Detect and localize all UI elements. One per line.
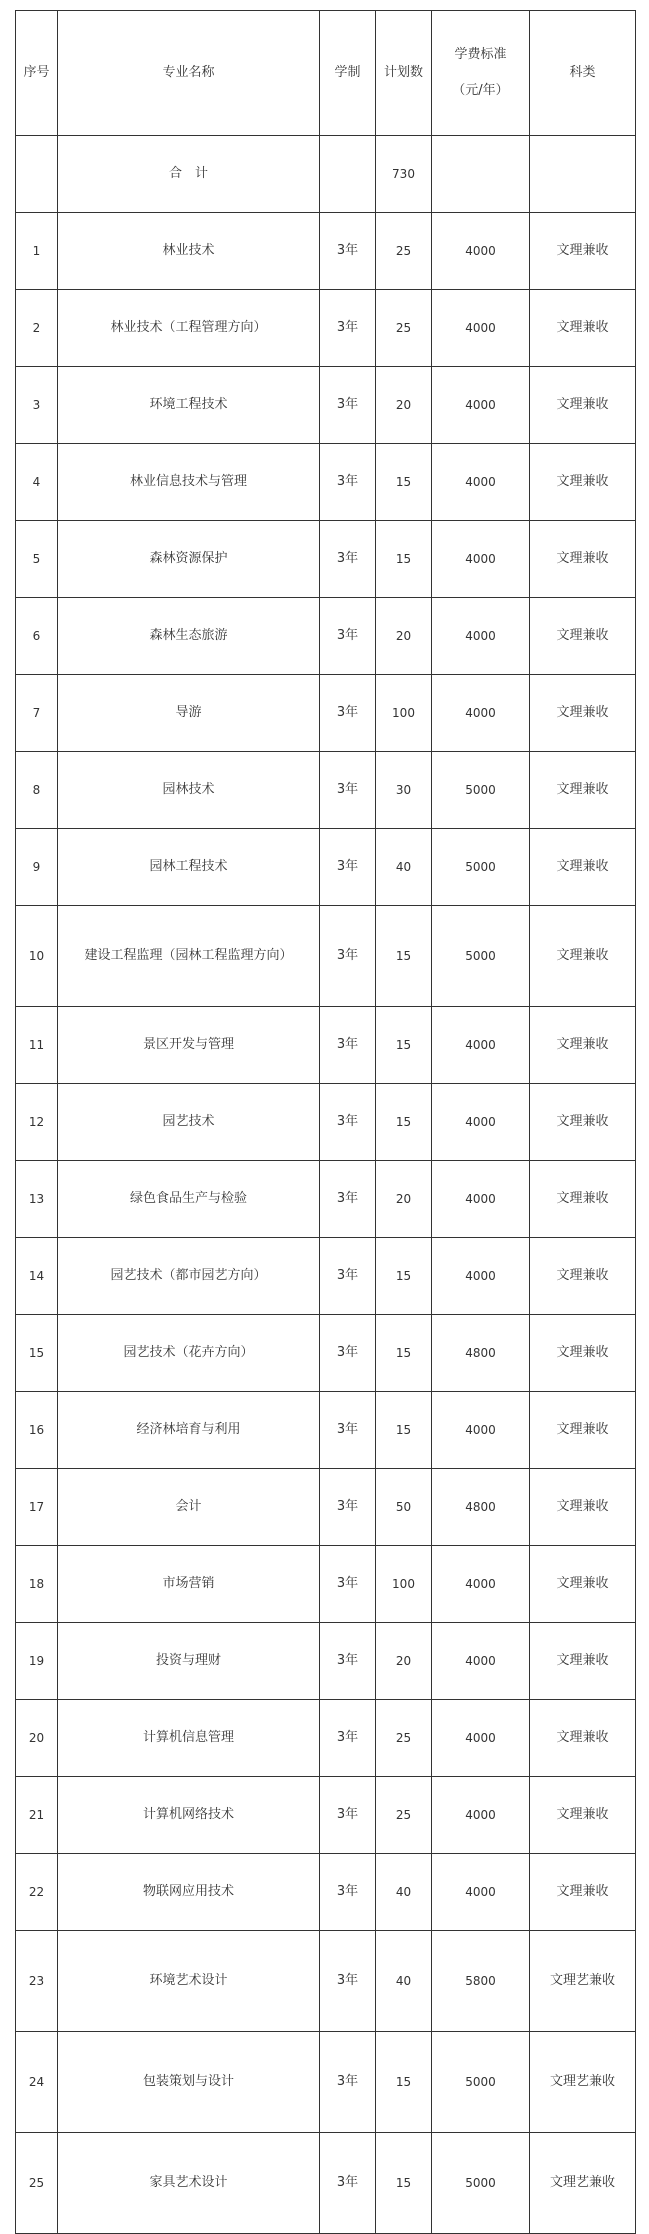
cell-name: 投资与理财 <box>58 1623 320 1700</box>
cell-duration: 3年 <box>320 1777 376 1854</box>
total-fee <box>432 136 530 213</box>
cell-no: 6 <box>16 598 58 675</box>
cell-category: 文理兼收 <box>530 521 636 598</box>
cell-no: 25 <box>16 2133 58 2234</box>
cell-category: 文理兼收 <box>530 367 636 444</box>
header-no: 序号 <box>16 11 58 136</box>
cell-name: 园艺技术（花卉方向） <box>58 1315 320 1392</box>
header-duration: 学制 <box>320 11 376 136</box>
cell-plan: 20 <box>376 367 432 444</box>
cell-name: 导游 <box>58 675 320 752</box>
cell-fee: 4000 <box>432 290 530 367</box>
cell-name: 景区开发与管理 <box>58 1007 320 1084</box>
cell-category: 文理兼收 <box>530 829 636 906</box>
table-row <box>16 598 636 675</box>
cell-name: 林业技术（工程管理方向） <box>58 290 320 367</box>
cell-duration: 3年 <box>320 1469 376 1546</box>
cell-plan: 40 <box>376 1854 432 1931</box>
cell-no: 21 <box>16 1777 58 1854</box>
cell-fee: 4000 <box>432 521 530 598</box>
cell-no: 8 <box>16 752 58 829</box>
cell-duration: 3年 <box>320 290 376 367</box>
cell-plan: 50 <box>376 1469 432 1546</box>
cell-duration: 3年 <box>320 1161 376 1238</box>
cell-category: 文理兼收 <box>530 1084 636 1161</box>
cell-no: 2 <box>16 290 58 367</box>
cell-fee: 4800 <box>432 1315 530 1392</box>
cell-category: 文理兼收 <box>530 675 636 752</box>
cell-fee: 5000 <box>432 2032 530 2133</box>
cell-fee: 5800 <box>432 1931 530 2032</box>
cell-duration: 3年 <box>320 1931 376 2032</box>
cell-no: 24 <box>16 2032 58 2133</box>
cell-no: 9 <box>16 829 58 906</box>
table-row <box>16 521 636 598</box>
cell-fee: 4000 <box>432 213 530 290</box>
cell-category: 文理兼收 <box>530 213 636 290</box>
table-row <box>16 906 636 1007</box>
cell-fee: 4000 <box>432 1392 530 1469</box>
cell-no: 7 <box>16 675 58 752</box>
cell-name: 家具艺术设计 <box>58 2133 320 2234</box>
cell-plan: 20 <box>376 1161 432 1238</box>
cell-duration: 3年 <box>320 367 376 444</box>
header-fee-line2: （元/年） <box>452 83 509 98</box>
cell-duration: 3年 <box>320 1007 376 1084</box>
table-header-row <box>16 11 636 136</box>
cell-fee: 4000 <box>432 1007 530 1084</box>
cell-category: 文理兼收 <box>530 1161 636 1238</box>
cell-plan: 100 <box>376 1546 432 1623</box>
table-row <box>16 1469 636 1546</box>
cell-fee: 5000 <box>432 829 530 906</box>
cell-no: 13 <box>16 1161 58 1238</box>
table-row <box>16 2032 636 2133</box>
cell-plan: 15 <box>376 521 432 598</box>
total-row <box>16 136 636 213</box>
cell-fee: 5000 <box>432 906 530 1007</box>
cell-name: 森林生态旅游 <box>58 598 320 675</box>
cell-name: 园林技术 <box>58 752 320 829</box>
cell-category: 文理艺兼收 <box>530 2133 636 2234</box>
table-row <box>16 1931 636 2032</box>
total-category <box>530 136 636 213</box>
cell-duration: 3年 <box>320 1623 376 1700</box>
cell-plan: 40 <box>376 1931 432 2032</box>
cell-category: 文理兼收 <box>530 1007 636 1084</box>
cell-duration: 3年 <box>320 1315 376 1392</box>
cell-category: 文理兼收 <box>530 1700 636 1777</box>
cell-plan: 15 <box>376 1007 432 1084</box>
table-row <box>16 1007 636 1084</box>
cell-fee: 4000 <box>432 444 530 521</box>
cell-fee: 5000 <box>432 752 530 829</box>
cell-duration: 3年 <box>320 752 376 829</box>
table-row <box>16 1700 636 1777</box>
table-row <box>16 1161 636 1238</box>
cell-duration: 3年 <box>320 598 376 675</box>
cell-plan: 30 <box>376 752 432 829</box>
cell-no: 15 <box>16 1315 58 1392</box>
cell-duration: 3年 <box>320 829 376 906</box>
cell-plan: 25 <box>376 1777 432 1854</box>
cell-no: 22 <box>16 1854 58 1931</box>
cell-name: 森林资源保护 <box>58 521 320 598</box>
table-row <box>16 1392 636 1469</box>
cell-plan: 15 <box>376 1392 432 1469</box>
cell-category: 文理艺兼收 <box>530 1931 636 2032</box>
cell-no: 10 <box>16 906 58 1007</box>
cell-name: 园艺技术（都市园艺方向） <box>58 1238 320 1315</box>
cell-fee: 5000 <box>432 2133 530 2234</box>
cell-fee: 4000 <box>432 1623 530 1700</box>
cell-plan: 15 <box>376 2032 432 2133</box>
total-no <box>16 136 58 213</box>
cell-plan: 15 <box>376 1084 432 1161</box>
cell-no: 3 <box>16 367 58 444</box>
cell-duration: 3年 <box>320 1700 376 1777</box>
cell-name: 物联网应用技术 <box>58 1854 320 1931</box>
table-row <box>16 675 636 752</box>
cell-no: 19 <box>16 1623 58 1700</box>
cell-category: 文理兼收 <box>530 290 636 367</box>
cell-no: 23 <box>16 1931 58 2032</box>
cell-fee: 4800 <box>432 1469 530 1546</box>
cell-no: 14 <box>16 1238 58 1315</box>
cell-category: 文理艺兼收 <box>530 2032 636 2133</box>
cell-fee: 4000 <box>432 1546 530 1623</box>
table-row <box>16 1546 636 1623</box>
table-row <box>16 1238 636 1315</box>
cell-category: 文理兼收 <box>530 1546 636 1623</box>
cell-fee: 4000 <box>432 367 530 444</box>
cell-category: 文理兼收 <box>530 1469 636 1546</box>
cell-fee: 4000 <box>432 1700 530 1777</box>
table-row <box>16 1854 636 1931</box>
header-plan: 计划数 <box>376 11 432 136</box>
header-fee <box>432 11 530 136</box>
cell-name: 环境艺术设计 <box>58 1931 320 2032</box>
total-duration <box>320 136 376 213</box>
cell-name: 建设工程监理（园林工程监理方向） <box>58 906 320 1007</box>
cell-fee: 4000 <box>432 1084 530 1161</box>
header-fee-line1: 学费标准 <box>454 47 507 62</box>
cell-plan: 25 <box>376 1700 432 1777</box>
cell-name: 绿色食品生产与检验 <box>58 1161 320 1238</box>
cell-plan: 100 <box>376 675 432 752</box>
cell-no: 1 <box>16 213 58 290</box>
cell-plan: 15 <box>376 1238 432 1315</box>
total-plan: 730 <box>376 136 432 213</box>
total-label: 合 计 <box>58 136 320 213</box>
cell-duration: 3年 <box>320 1392 376 1469</box>
header-name: 专业名称 <box>58 11 320 136</box>
cell-duration: 3年 <box>320 1238 376 1315</box>
cell-category: 文理兼收 <box>530 1315 636 1392</box>
cell-name: 会计 <box>58 1469 320 1546</box>
cell-duration: 3年 <box>320 444 376 521</box>
cell-plan: 40 <box>376 829 432 906</box>
table-row <box>16 752 636 829</box>
cell-plan: 25 <box>376 213 432 290</box>
cell-duration: 3年 <box>320 1546 376 1623</box>
cell-name: 计算机网络技术 <box>58 1777 320 1854</box>
cell-no: 17 <box>16 1469 58 1546</box>
cell-no: 4 <box>16 444 58 521</box>
table-row <box>16 367 636 444</box>
cell-fee: 4000 <box>432 598 530 675</box>
cell-name: 经济林培育与利用 <box>58 1392 320 1469</box>
cell-no: 12 <box>16 1084 58 1161</box>
cell-plan: 20 <box>376 1623 432 1700</box>
cell-name: 包装策划与设计 <box>58 2032 320 2133</box>
cell-no: 5 <box>16 521 58 598</box>
table-row <box>16 1084 636 1161</box>
cell-plan: 15 <box>376 444 432 521</box>
table-row <box>16 213 636 290</box>
cell-plan: 15 <box>376 2133 432 2234</box>
cell-category: 文理兼收 <box>530 444 636 521</box>
cell-duration: 3年 <box>320 2133 376 2234</box>
cell-name: 园艺技术 <box>58 1084 320 1161</box>
table-row <box>16 1623 636 1700</box>
cell-plan: 20 <box>376 598 432 675</box>
cell-no: 16 <box>16 1392 58 1469</box>
enrollment-plan-table <box>15 10 636 2234</box>
cell-category: 文理兼收 <box>530 752 636 829</box>
cell-name: 计算机信息管理 <box>58 1700 320 1777</box>
cell-fee: 4000 <box>432 1161 530 1238</box>
cell-category: 文理兼收 <box>530 1238 636 1315</box>
cell-no: 11 <box>16 1007 58 1084</box>
cell-category: 文理兼收 <box>530 1623 636 1700</box>
cell-no: 20 <box>16 1700 58 1777</box>
table-row <box>16 444 636 521</box>
cell-name: 市场营销 <box>58 1546 320 1623</box>
table-row <box>16 829 636 906</box>
cell-duration: 3年 <box>320 1084 376 1161</box>
cell-no: 18 <box>16 1546 58 1623</box>
table-row <box>16 1315 636 1392</box>
cell-name: 环境工程技术 <box>58 367 320 444</box>
cell-fee: 4000 <box>432 1238 530 1315</box>
cell-fee: 4000 <box>432 1777 530 1854</box>
cell-duration: 3年 <box>320 675 376 752</box>
cell-category: 文理兼收 <box>530 1854 636 1931</box>
table-row <box>16 290 636 367</box>
table-row <box>16 2133 636 2234</box>
cell-category: 文理兼收 <box>530 1392 636 1469</box>
cell-plan: 15 <box>376 1315 432 1392</box>
cell-duration: 3年 <box>320 906 376 1007</box>
cell-name: 林业信息技术与管理 <box>58 444 320 521</box>
cell-duration: 3年 <box>320 521 376 598</box>
header-category: 科类 <box>530 11 636 136</box>
cell-category: 文理兼收 <box>530 906 636 1007</box>
cell-fee: 4000 <box>432 1854 530 1931</box>
cell-fee: 4000 <box>432 675 530 752</box>
cell-duration: 3年 <box>320 1854 376 1931</box>
cell-duration: 3年 <box>320 213 376 290</box>
cell-category: 文理兼收 <box>530 598 636 675</box>
cell-plan: 25 <box>376 290 432 367</box>
cell-plan: 15 <box>376 906 432 1007</box>
cell-duration: 3年 <box>320 2032 376 2133</box>
table-row <box>16 1777 636 1854</box>
cell-name: 园林工程技术 <box>58 829 320 906</box>
cell-name: 林业技术 <box>58 213 320 290</box>
cell-category: 文理兼收 <box>530 1777 636 1854</box>
